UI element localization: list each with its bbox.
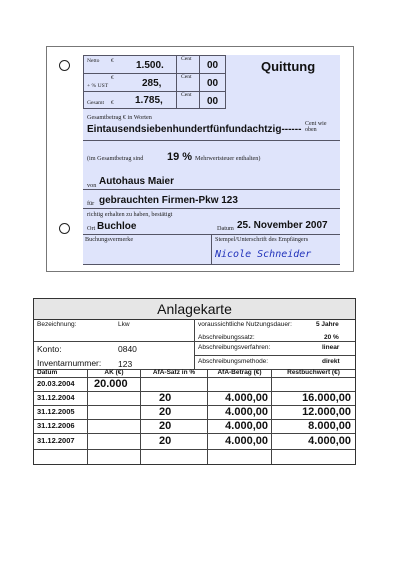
satz-label: Abschreibungssatz: [198, 334, 255, 341]
ust-euro: 285, [142, 78, 162, 89]
cent-label: Cent [181, 56, 192, 62]
punch-hole-top [59, 60, 70, 71]
datum-label: Datum [217, 225, 234, 232]
table-row-datum: 31.12.2005 [37, 407, 75, 416]
table-row-datum: 31.12.2006 [37, 421, 75, 430]
gesamt-euro: 1.785, [135, 95, 163, 106]
datum-value: 25. November 2007 [237, 220, 328, 231]
table-row-datum: 31.12.2007 [37, 436, 75, 445]
ort-label: Ort [87, 225, 96, 232]
table-row-datum: 20.03.2004 [37, 379, 75, 388]
methode-label: Abschreibungsmethode: [198, 358, 269, 365]
table-row-satz: 20 [159, 406, 172, 418]
ust-cent: 00 [207, 78, 219, 89]
ort-value: Buchloe [97, 221, 137, 232]
table-row-betrag: 4.000,00 [225, 392, 268, 404]
bezeichnung-label: Bezeichnung: [37, 321, 77, 328]
gesamt-cent: 00 [207, 96, 219, 107]
table-row-rest: 16.000,00 [302, 392, 351, 404]
col-datum: Datum [37, 369, 58, 376]
fuer-label: für [87, 200, 95, 207]
richtig-text: richtig erhalten zu haben, bestätigt [87, 211, 173, 218]
netto-euro: 1.500. [136, 60, 164, 71]
von-label: von [87, 182, 97, 189]
verfahren-value: linear [322, 344, 340, 351]
table-row-rest: 4.000,00 [308, 435, 351, 447]
stempel-label: Stempel/Unterschrift des Empfängers [215, 236, 309, 243]
netto-cent: 00 [207, 60, 219, 71]
table-row-satz: 20 [159, 392, 172, 404]
verfahren-label: Abschreibungsverfahren: [198, 344, 271, 351]
table-row-rest: 8.000,00 [308, 420, 351, 432]
signature: Nicole Schneider [215, 249, 312, 260]
methode-value: direkt [322, 358, 340, 365]
asset-card [33, 298, 356, 465]
inventar-label: Inventarnummer: [37, 358, 102, 368]
asset-card-title: Anlagekarte [34, 299, 355, 320]
mwst-suffix: Mehrwertsteuer enthalten) [195, 155, 261, 162]
table-row-datum: 31.12.2004 [37, 393, 75, 402]
punch-hole-bottom [59, 223, 70, 234]
table-row-satz: 20 [159, 435, 172, 447]
col-ak: AK (€) [104, 369, 124, 376]
col-afa-satz: AfA-Satz in % [152, 369, 196, 376]
receipt-panel [83, 55, 340, 265]
inventar-value: 123 [118, 359, 133, 369]
netto-label: Netto [87, 58, 100, 64]
nutzungsdauer-label: voraussichtliche Nutzungsdauer: [198, 321, 292, 328]
cent-wie-oben: Cent wie oben [305, 121, 327, 133]
table-row-betrag: 4.000,00 [225, 420, 268, 432]
mwst-rate: 19 % [167, 151, 193, 163]
col-restbuchwert: Restbuchwert (€) [287, 369, 340, 376]
konto-value: 0840 [118, 344, 137, 354]
table-row-satz: 20 [159, 420, 172, 432]
cent-label: Cent [181, 92, 192, 98]
table-row-rest: 12.000,00 [302, 406, 351, 418]
col-afa-betrag: AfA-Betrag (€) [217, 369, 262, 376]
gesamt-label: Gesamt [87, 100, 105, 106]
cent-label: Cent [181, 74, 192, 80]
von-value: Autohaus Maier [99, 176, 175, 187]
worte-value: Eintausendsiebenhundertfünfundachtzig------ [87, 124, 302, 135]
table-row-ak: 20.000 [94, 378, 128, 390]
receipt-title: Quittung [261, 59, 316, 74]
euro-sign: € [111, 75, 114, 81]
mwst-prefix: (im Gesamtbetrag sind [87, 155, 144, 162]
table-row-betrag: 4.000,00 [225, 406, 268, 418]
table-row-betrag: 4.000,00 [225, 435, 268, 447]
konto-label: Konto: [37, 344, 62, 354]
bezeichnung-value: Lkw [118, 321, 130, 328]
worte-label: Gesamtbetrag € in Worten [87, 114, 152, 121]
receipt-form [46, 46, 354, 272]
fuer-value: gebrauchten Firmen-Pkw 123 [99, 195, 238, 206]
euro-sign: € [111, 58, 114, 64]
ust-label: + % UST [87, 83, 109, 89]
buchungsvermerke-label: Buchungsvermerke [85, 236, 134, 243]
satz-value: 20 % [324, 334, 339, 341]
nutzungsdauer-value: 5 Jahre [316, 321, 339, 328]
euro-sign: € [111, 100, 114, 106]
